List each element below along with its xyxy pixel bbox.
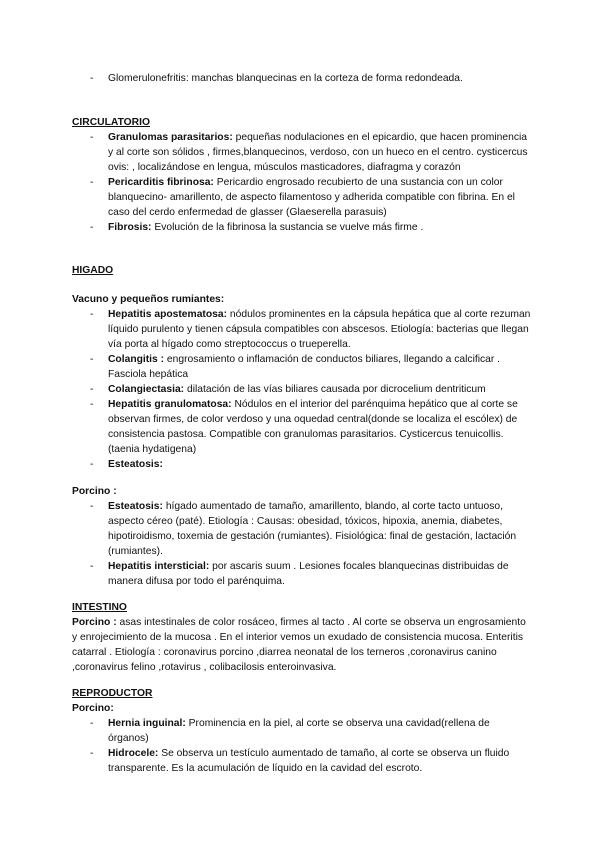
top-section [72, 71, 532, 86]
list-item: - Granulomas parasitarios: pequeñas nodulaciones en el epicardio, que hacen prominencia y al corte son sólidos , firmes,blanquecinos, verdoso, con un hueco en el centro. cysticercus ovis: , localizándose en lengua, músculos masticadores, diafragma y corazón [72, 130, 532, 175]
list-item: - Hernia inguinal: Prominencia en la piel, al corte se observa una cavidad(rellena de órganos) [72, 716, 532, 746]
list-item: - Colangiectasia: dilatación de las vías biliares causada por dicrocelium dentriticum [72, 382, 532, 397]
section-heading: CIRCULATORIO [72, 117, 150, 128]
list-item: - Fibrosis: Evolución de la fibrinosa la sustancia se vuelve más firme . [72, 220, 532, 235]
circulatorio-section [72, 115, 532, 235]
higado-section [72, 263, 532, 278]
higado-porcino-block [72, 484, 532, 589]
list-item: - Hepatitis intersticial: por ascaris suum . Lesiones focales blanquecinas distribuidas de manera difusa por todo el parénquima. [72, 559, 532, 589]
section-heading: INTESTINO [72, 602, 127, 613]
subsection-title: Porcino : [72, 486, 117, 497]
intestino-paragraph: Porcino : asas intestinales de color rosáceo, firmes al tacto . Al corte se observa un engrosamiento y enrojecimiento de la mucosa . En el interior vemos un exudado de consistencia mucosa. Enteritis catarral . Etiología : coronavirus porcino ,diarrea neonatal de los terneros ,coronavirus canino ,coronavirus felino ,rotavirus , colibacilosis enteroinvasiva. [72, 617, 526, 673]
list-item: - Glomerulonefritis: manchas blanquecinas en la corteza de forma redondeada. [72, 71, 532, 86]
subsection-title: Vacuno y pequeños rumiantes: [72, 294, 225, 305]
circulatorio-list [72, 130, 532, 235]
porcino-list [72, 499, 532, 589]
intestino-section [72, 600, 532, 675]
list-item: - Hepatitis apostematosa: nódulos prominentes en la cápsula hepática que al corte rezuman líquido purulento y tienen cápsula compatibles con abscesos. Etiología: bacterias que llegan vía porta al hígado como streptococcus o trueperella. [72, 307, 532, 352]
reproductor-section [72, 686, 532, 776]
list-item: - Esteatosis: hígado aumentado de tamaño, amarillento, blando, al corte tacto untuoso, aspecto céreo (paté). Etiología : Causas: obesidad, tóxicos, hipoxia, anemia, diabetes, hipotiroidismo, toxemia de gestación (rumiantes). Fisiológica: final de gestación, lactación (rumiantes). [72, 499, 532, 559]
section-heading: HIGADO [72, 265, 114, 276]
top-list [72, 71, 532, 86]
vacuno-list [72, 307, 532, 472]
list-item: - Pericarditis fibrinosa: Pericardio engrosado recubierto de una sustancia con un color blanquecino- amarillento, de aspecto filamentoso y adherida compatible con fibrina. En el caso del cerdo enfermedad de glasser (Glaeserella parasuis) [72, 175, 532, 220]
subsection-title: Porcino: [72, 703, 114, 714]
higado-vacuno-block [72, 292, 532, 472]
list-item: - Hidrocele: Se observa un testículo aumentado de tamaño, al corte se observa un fluido transparente. Es la acumulación de líquido en la cavidad del escroto. [72, 746, 532, 776]
list-item: - Hepatitis granulomatosa: Nódulos en el interior del parénquima hepático que al corte se observan firmes, de color verdoso y una oquedad central(donde se localiza el escólex) de consistencia pastosa. Compatible con granulomas parasitarios. Cysticercus tenuicollis. (taenia hydatigena) [72, 397, 532, 457]
list-item: - Esteatosis: [72, 457, 532, 472]
list-item: - Colangitis : engrosamiento o inflamación de conductos biliares, llegando a calcificar . Fasciola hepática [72, 352, 532, 382]
reproductor-list [72, 716, 532, 776]
section-heading: REPRODUCTOR [72, 688, 153, 699]
